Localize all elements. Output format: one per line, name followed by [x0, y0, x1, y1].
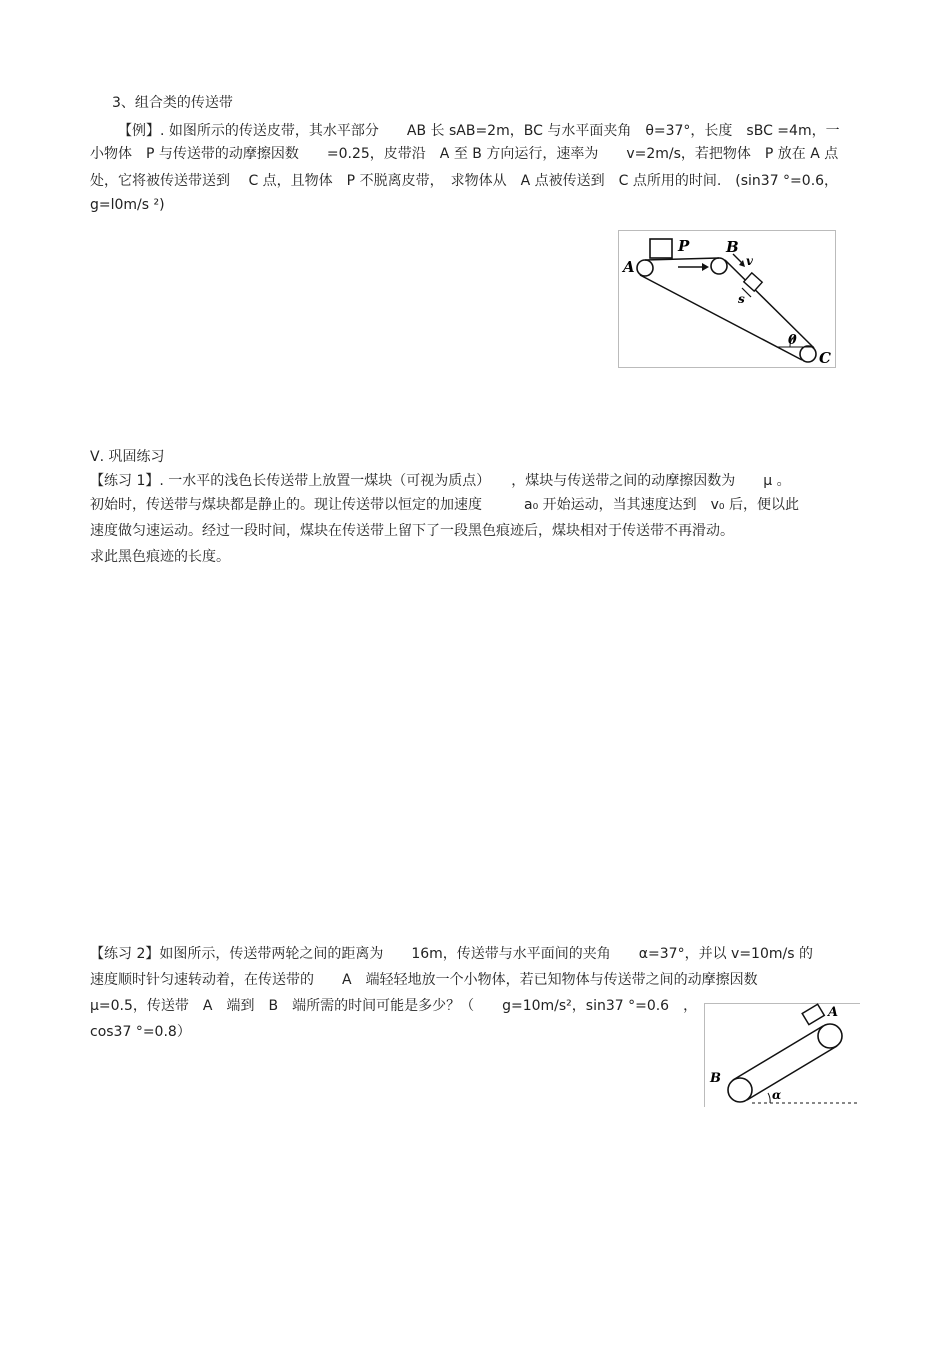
exercise2-line-3: μ=0.5，传送带 A 端到 B 端所需的时间可能是多少？（ g=10m/s²，sin37 °=0.6 ，	[90, 998, 698, 1014]
exercise1-line-1: 【练习 1】. 一水平的浅色长传送带上放置一煤块（可视为质点） ，煤块与传送带之间的动摩擦因数为 μ 。	[90, 473, 791, 489]
belt-top	[733, 1026, 823, 1080]
exercise2-line-1: 【练习 2】如图所示，传送带两轮之间的距离为 16m，传送带与水平面间的夹角 α=37°，并以 v=10m/s 的	[90, 946, 813, 962]
exercise1-line-2: 初始时，传送带与煤块都是静止的。现让传送带以恒定的加速度 a₀ 开始运动，当其速度达到 v₀ 后，便以此	[90, 497, 799, 513]
example-line-2: 小物体 P 与传送带的动摩擦因数 =0.25，皮带沿 A 至 B 方向运行，速率为 v=2m/s，若把物体 P 放在 A 点	[90, 146, 839, 162]
exercise1-line-3: 速度做匀速运动。经过一段时间，煤块在传送带上留下了一段黑色痕迹后，煤块相对于传送带不再滑动。	[90, 523, 734, 539]
pulley-b	[711, 258, 727, 274]
example-line-4: g=l0m/s ²)	[90, 197, 165, 213]
block-incline	[744, 273, 762, 291]
angle-arc-2	[768, 1093, 770, 1103]
belt-return	[640, 275, 802, 360]
example-line-3: 处，它将被传送带送到 C 点，且物体 P 不脱离皮带， 求物体从 A 点被传送到 C 点所用的时间. (sin37 °=0.6，	[90, 173, 839, 189]
arrow-horizontal-head	[702, 263, 709, 271]
exercise2-line-4: cos37 °=0.8）	[90, 1024, 191, 1040]
block-a2	[802, 1004, 824, 1024]
label-v: v	[746, 254, 753, 268]
label-p: P	[678, 237, 690, 255]
exercise1-line-4: 求此黑色痕迹的长度。	[90, 549, 230, 565]
conveyor-figure-1	[618, 230, 836, 368]
conveyor-figure-2	[704, 1003, 860, 1107]
label-c: C	[819, 349, 831, 367]
pulley-a	[637, 260, 653, 276]
label-b2: B	[710, 1071, 721, 1086]
example-line-1: 【例】. 如图所示的传送皮带，其水平部分 AB 长 sAB=2m，BC 与水平面夹角 θ=37°，长度 sBC =4m，一	[118, 123, 840, 139]
label-alpha: α	[772, 1088, 782, 1102]
label-s: s	[738, 292, 745, 306]
label-b: B	[726, 238, 739, 256]
section-heading-consolidation: Ⅴ. 巩固练习	[90, 449, 165, 465]
exercise2-line-2: 速度顺时针匀速转动着，在传送带的 A 端轻轻地放一个小物体，若已知物体与传送带之间的动摩擦因数	[90, 972, 758, 988]
label-a: A	[623, 258, 635, 276]
label-a2: A	[828, 1005, 839, 1020]
section-heading: 3、组合类的传送带	[112, 95, 233, 111]
block-p	[650, 239, 672, 258]
belt-bottom	[747, 1046, 837, 1100]
label-theta: θ	[788, 333, 797, 348]
